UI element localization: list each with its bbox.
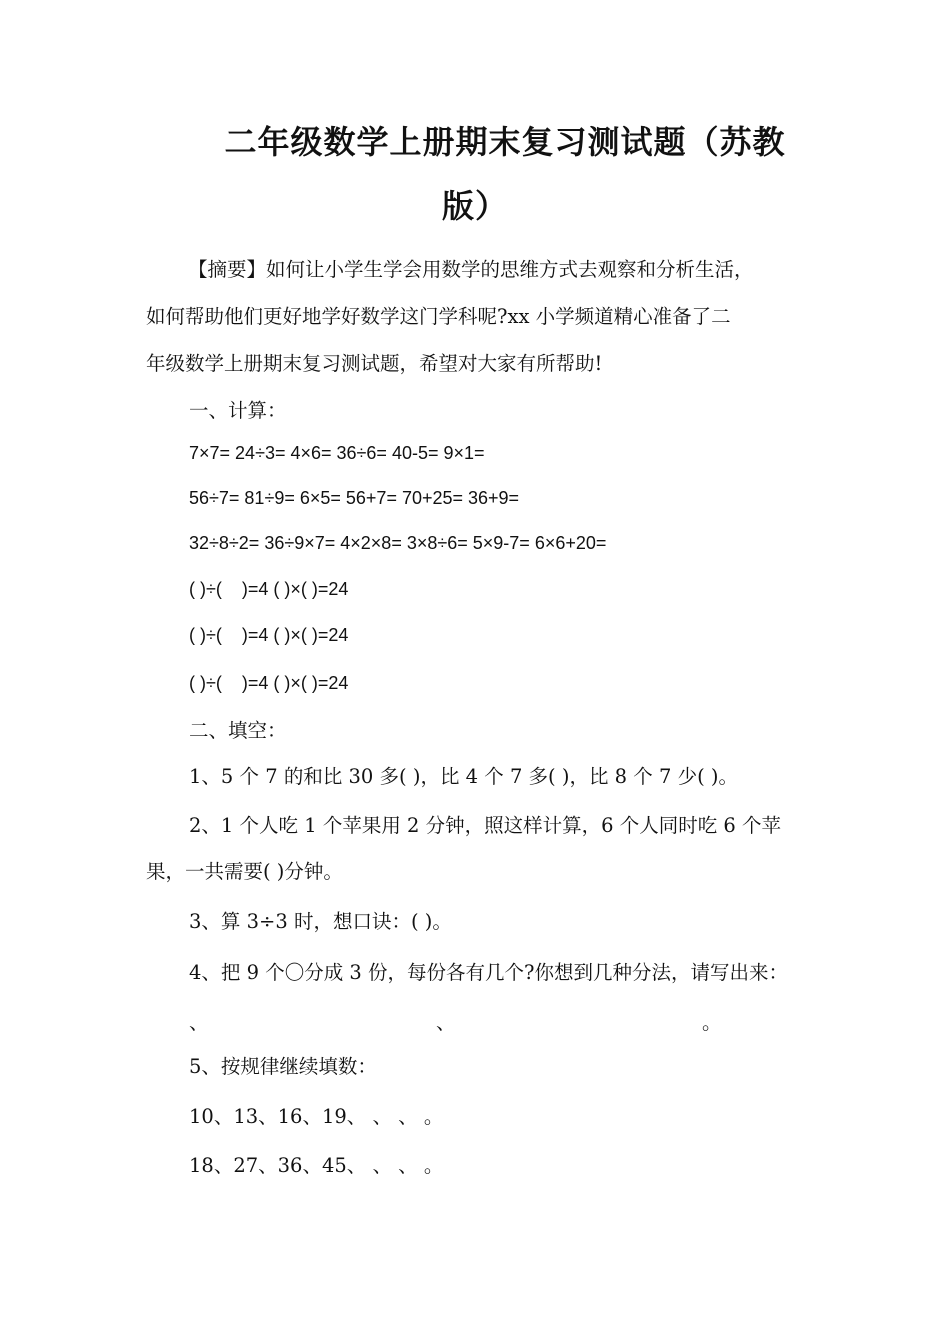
abstract-line-1: 【摘要】如何让小学生学会用数学的思维方式去观察和分析生活， xyxy=(188,258,754,281)
document-title-line-1: 二年级数学上册期末复习测试题（苏教 xyxy=(224,123,786,161)
question-3: 3、算 3÷3 时，想口诀：( )。 xyxy=(189,910,452,933)
fill-equation-row-2: ( )÷( )=4 ( )×( )=24 xyxy=(189,625,349,645)
question-2-line-1: 2、1 个人吃 1 个苹果用 2 分钟，照这样计算，6 个人同时吃 6 个苹 xyxy=(189,814,782,837)
question-2-line-2: 果，一共需要( )分钟。 xyxy=(146,860,343,883)
calc-row-3: 32÷8÷2= 36÷9×7= 4×2×8= 3×8÷6= 5×9-7= 6×6+20= xyxy=(189,533,607,553)
document-title-line-2: 版） xyxy=(441,187,508,225)
calc-row-1: 7×7= 24÷3= 4×6= 36÷6= 40-5= 9×1= xyxy=(189,443,485,463)
answer-blank-separator-2: 、 xyxy=(436,1011,456,1034)
question-1: 1、5 个 7 的和比 30 多( )，比 4 个 7 多( )，比 8 个 7 少( )。 xyxy=(189,765,738,788)
abstract-paragraph xyxy=(146,246,826,387)
answer-blank-end: 。 xyxy=(702,1011,722,1034)
section-heading-calculation: 一、计算： xyxy=(189,399,287,422)
section-heading-fill-in: 二、填空： xyxy=(189,719,287,742)
calc-row-2: 56÷7= 81÷9= 6×5= 56+7= 70+25= 36+9= xyxy=(189,488,520,508)
abstract-line-3: 年级数学上册期末复习测试题，希望对大家有所帮助! xyxy=(146,352,603,375)
question-5: 5、按规律继续填数： xyxy=(189,1055,377,1078)
sequence-row-2: 18、27、36、45、 、 、 。 xyxy=(189,1154,444,1177)
abstract-line-2: 如何帮助他们更好地学好数学这门学科呢?xx 小学频道精心准备了二 xyxy=(146,305,731,328)
answer-blank-separator-1: 、 xyxy=(189,1011,209,1034)
sequence-row-1: 10、13、16、19、 、 、 。 xyxy=(189,1105,444,1128)
fill-equation-row-3: ( )÷( )=4 ( )×( )=24 xyxy=(189,673,349,693)
fill-equation-row-1: ( )÷( )=4 ( )×( )=24 xyxy=(189,579,349,599)
question-4: 4、把 9 个〇分成 3 份，每份各有几个?你想到几种分法，请写出来： xyxy=(189,961,788,984)
